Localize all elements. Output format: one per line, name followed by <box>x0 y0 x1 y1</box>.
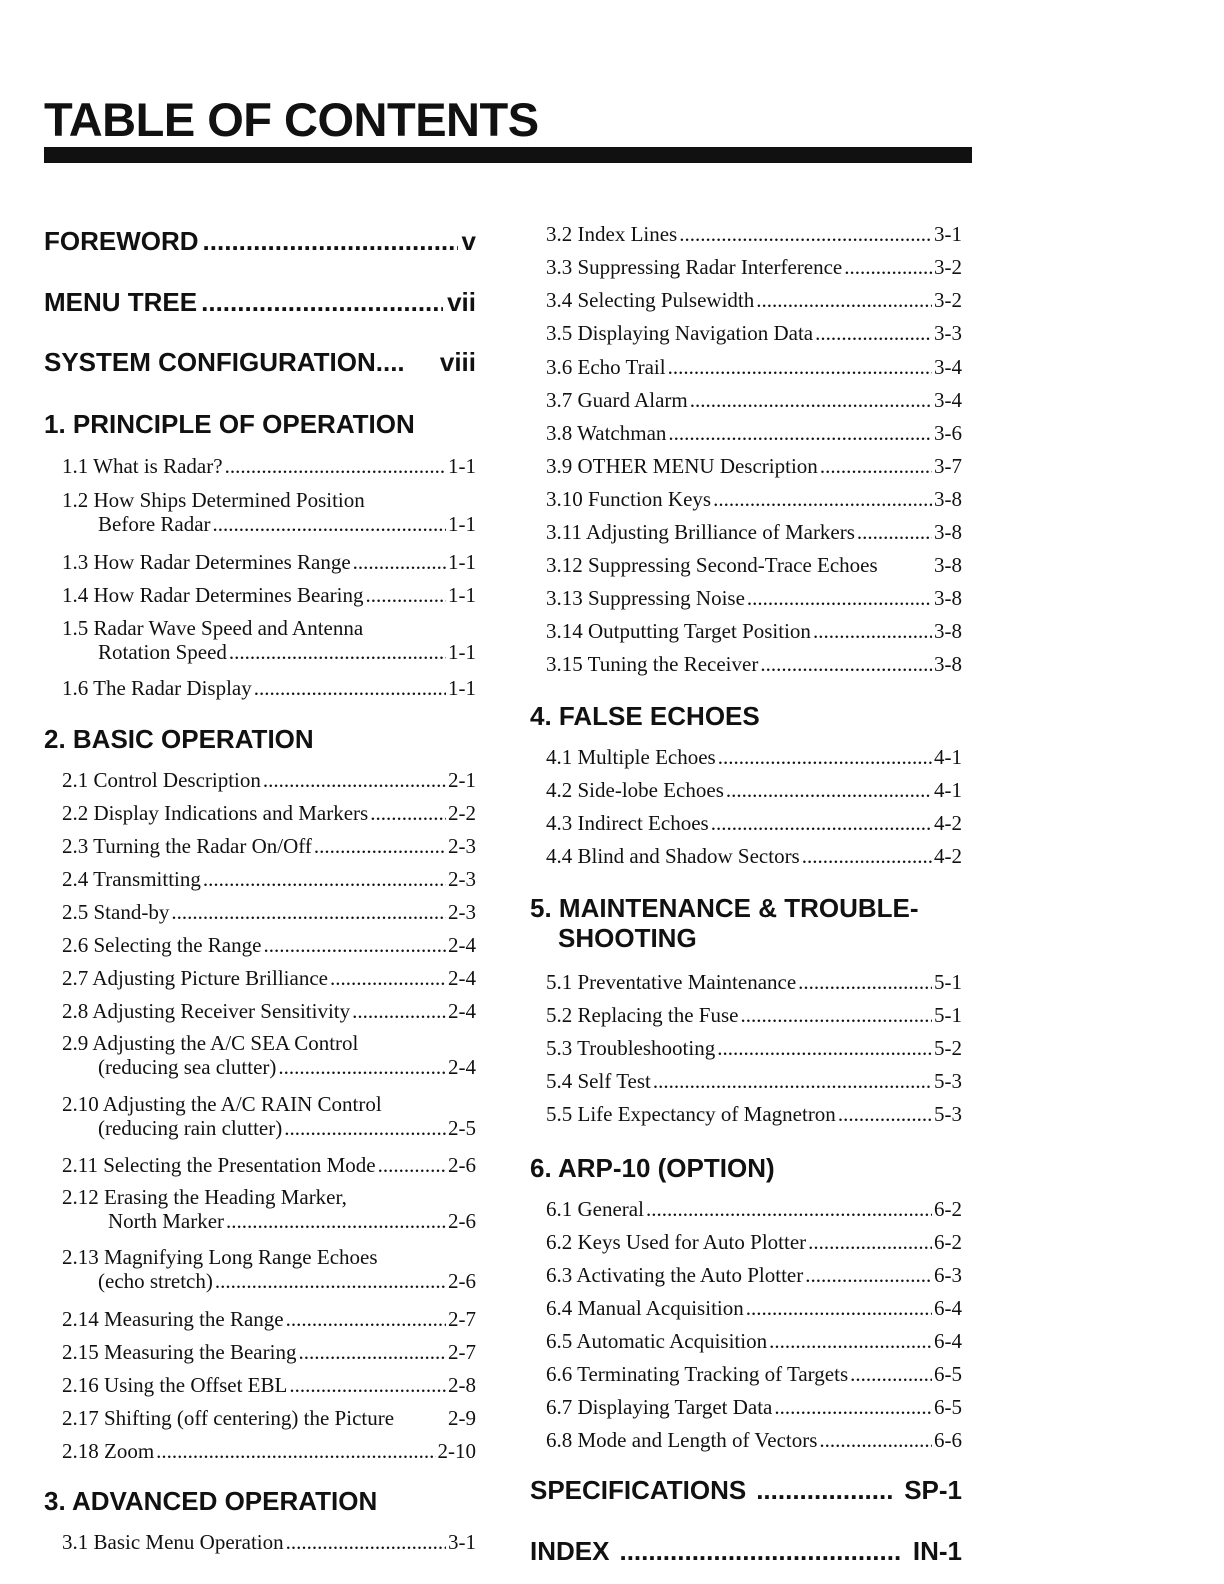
toc-entry-4-1[interactable]: 4.1 Multiple Echoes ..... 4-1 <box>546 745 962 769</box>
toc-entry-1-1[interactable]: 1.1 What is Radar? ..... 1-1 <box>62 454 476 478</box>
toc-entry-2-6[interactable]: 2.6 Selecting the Range ..... 2-4 <box>62 933 476 957</box>
toc-entry-2-13[interactable]: 2.13 Magnifying Long Range Echoes (echo stretch) ..... 2-6 <box>62 1245 476 1293</box>
toc-entry-1-4[interactable]: 1.4 How Radar Determines Bearing ..... 1-1 <box>62 583 476 607</box>
toc-entry-4-3[interactable]: 4.3 Indirect Echoes ..... 4-2 <box>546 811 962 835</box>
toc-entry-2-2[interactable]: 2.2 Display Indications and Markers ..... 2-2 <box>62 801 476 825</box>
toc-entry-6-8[interactable]: 6.8 Mode and Length of Vectors ..... 6-6 <box>546 1428 962 1452</box>
toc-entry-3-2[interactable]: 3.2 Index Lines ..... 3-1 <box>546 222 962 246</box>
toc-entry-2-14[interactable]: 2.14 Measuring the Range ..... 2-7 <box>62 1307 476 1331</box>
toc-entry-6-3[interactable]: 6.3 Activating the Auto Plotter ..... 6-3 <box>546 1263 962 1287</box>
toc-entry-6-7[interactable]: 6.7 Displaying Target Data ..... 6-5 <box>546 1395 962 1419</box>
toc-entry-1-3[interactable]: 1.3 How Radar Determines Range ..... 1-1 <box>62 550 476 574</box>
toc-entry-3-6[interactable]: 3.6 Echo Trail ..... 3-4 <box>546 355 962 379</box>
toc-entry-4-2[interactable]: 4.2 Side-lobe Echoes ..... 4-1 <box>546 778 962 802</box>
toc-entry-2-17[interactable]: 2.17 Shifting (off centering) the Picture 2-9 <box>62 1406 476 1430</box>
chapter-5-heading[interactable]: 5. MAINTENANCE & TROUBLE- SHOOTING <box>530 893 919 953</box>
toc-entry-6-2[interactable]: 6.2 Keys Used for Auto Plotter ..... 6-2 <box>546 1230 962 1254</box>
toc-menu-tree[interactable]: MENU TREE ..... vii <box>44 287 476 318</box>
toc-system-configuration[interactable]: SYSTEM CONFIGURATION.... viii <box>44 347 476 377</box>
toc-entry-2-1[interactable]: 2.1 Control Description ..... 2-1 <box>62 768 476 792</box>
toc-entry-3-7[interactable]: 3.7 Guard Alarm ..... 3-4 <box>546 388 962 412</box>
toc-specifications[interactable]: SPECIFICATIONS ..... SP-1 <box>530 1475 962 1506</box>
toc-entry-2-10[interactable]: 2.10 Adjusting the A/C RAIN Control (reducing rain clutter) ..... 2-5 <box>62 1092 476 1140</box>
toc-entry-1-5[interactable]: 1.5 Radar Wave Speed and Antenna Rotation Speed ..... 1-1 <box>62 616 476 664</box>
toc-entry-6-1[interactable]: 6.1 General ..... 6-2 <box>546 1197 962 1221</box>
toc-entry-1-2[interactable]: 1.2 How Ships Determined Position Before Radar ..... 1-1 <box>62 488 476 536</box>
toc-entry-5-2[interactable]: 5.2 Replacing the Fuse ..... 5-1 <box>546 1003 962 1027</box>
toc-entry-1-6[interactable]: 1.6 The Radar Display ..... 1-1 <box>62 676 476 700</box>
toc-entry-4-4[interactable]: 4.4 Blind and Shadow Sectors ..... 4-2 <box>546 844 962 868</box>
toc-entry-3-9[interactable]: 3.9 OTHER MENU Description ..... 3-7 <box>546 454 962 478</box>
page-title: TABLE OF CONTENTS <box>44 93 539 146</box>
toc-entry-2-5[interactable]: 2.5 Stand-by ..... 2-3 <box>62 900 476 924</box>
toc-entry-2-3[interactable]: 2.3 Turning the Radar On/Off ..... 2-3 <box>62 834 476 858</box>
chapter-6-heading[interactable]: 6. ARP-10 (OPTION) <box>530 1153 775 1183</box>
toc-entry-5-1[interactable]: 5.1 Preventative Maintenance ..... 5-1 <box>546 970 962 994</box>
toc-entry-2-12[interactable]: 2.12 Erasing the Heading Marker, North Marker ..... 2-6 <box>62 1185 476 1233</box>
toc-entry-5-3[interactable]: 5.3 Troubleshooting ..... 5-2 <box>546 1036 962 1060</box>
toc-entry-2-4[interactable]: 2.4 Transmitting ..... 2-3 <box>62 867 476 891</box>
toc-foreword[interactable]: FOREWORD ..... v <box>44 226 476 257</box>
toc-entry-3-14[interactable]: 3.14 Outputting Target Position ..... 3-8 <box>546 619 962 643</box>
toc-entry-2-8[interactable]: 2.8 Adjusting Receiver Sensitivity ..... 2-4 <box>62 999 476 1023</box>
toc-entry-5-4[interactable]: 5.4 Self Test ..... 5-3 <box>546 1069 962 1093</box>
toc-entry-2-11[interactable]: 2.11 Selecting the Presentation Mode ..... 2-6 <box>62 1153 476 1177</box>
toc-entry-6-4[interactable]: 6.4 Manual Acquisition ..... 6-4 <box>546 1296 962 1320</box>
toc-entry-3-15[interactable]: 3.15 Tuning the Receiver ..... 3-8 <box>546 652 962 676</box>
toc-entry-3-10[interactable]: 3.10 Function Keys ..... 3-8 <box>546 487 962 511</box>
toc-entry-2-18[interactable]: 2.18 Zoom ..... 2-10 <box>62 1439 476 1463</box>
toc-entry-3-11[interactable]: 3.11 Adjusting Brilliance of Markers ..... 3-8 <box>546 520 962 544</box>
chapter-4-heading[interactable]: 4. FALSE ECHOES <box>530 701 760 731</box>
toc-entry-3-4[interactable]: 3.4 Selecting Pulsewidth ..... 3-2 <box>546 288 962 312</box>
toc-entry-3-1[interactable]: 3.1 Basic Menu Operation ..... 3-1 <box>62 1530 476 1554</box>
toc-entry-3-8[interactable]: 3.8 Watchman ..... 3-6 <box>546 421 962 445</box>
toc-entry-2-7[interactable]: 2.7 Adjusting Picture Brilliance ..... 2-4 <box>62 966 476 990</box>
toc-entry-6-6[interactable]: 6.6 Terminating Tracking of Targets ..... 6-5 <box>546 1362 962 1386</box>
title-rule <box>44 147 972 163</box>
toc-entry-3-5[interactable]: 3.5 Displaying Navigation Data ..... 3-3 <box>546 321 962 345</box>
toc-index[interactable]: INDEX ..... IN-1 <box>530 1536 962 1567</box>
chapter-3-heading[interactable]: 3. ADVANCED OPERATION <box>44 1486 378 1516</box>
chapter-2-heading[interactable]: 2. BASIC OPERATION <box>44 724 314 754</box>
toc-entry-2-15[interactable]: 2.15 Measuring the Bearing ..... 2-7 <box>62 1340 476 1364</box>
chapter-1-heading[interactable]: 1. PRINCIPLE OF OPERATION <box>44 409 415 439</box>
toc-entry-3-12[interactable]: 3.12 Suppressing Second-Trace Echoes 3-8 <box>546 553 962 577</box>
toc-entry-2-16[interactable]: 2.16 Using the Offset EBL ..... 2-8 <box>62 1373 476 1397</box>
toc-entry-3-3[interactable]: 3.3 Suppressing Radar Interference ..... 3-2 <box>546 255 962 279</box>
toc-entry-5-5[interactable]: 5.5 Life Expectancy of Magnetron ..... 5-3 <box>546 1102 962 1126</box>
toc-entry-2-9[interactable]: 2.9 Adjusting the A/C SEA Control (reducing sea clutter) ..... 2-4 <box>62 1031 476 1079</box>
toc-entry-6-5[interactable]: 6.5 Automatic Acquisition ..... 6-4 <box>546 1329 962 1353</box>
toc-entry-3-13[interactable]: 3.13 Suppressing Noise ..... 3-8 <box>546 586 962 610</box>
